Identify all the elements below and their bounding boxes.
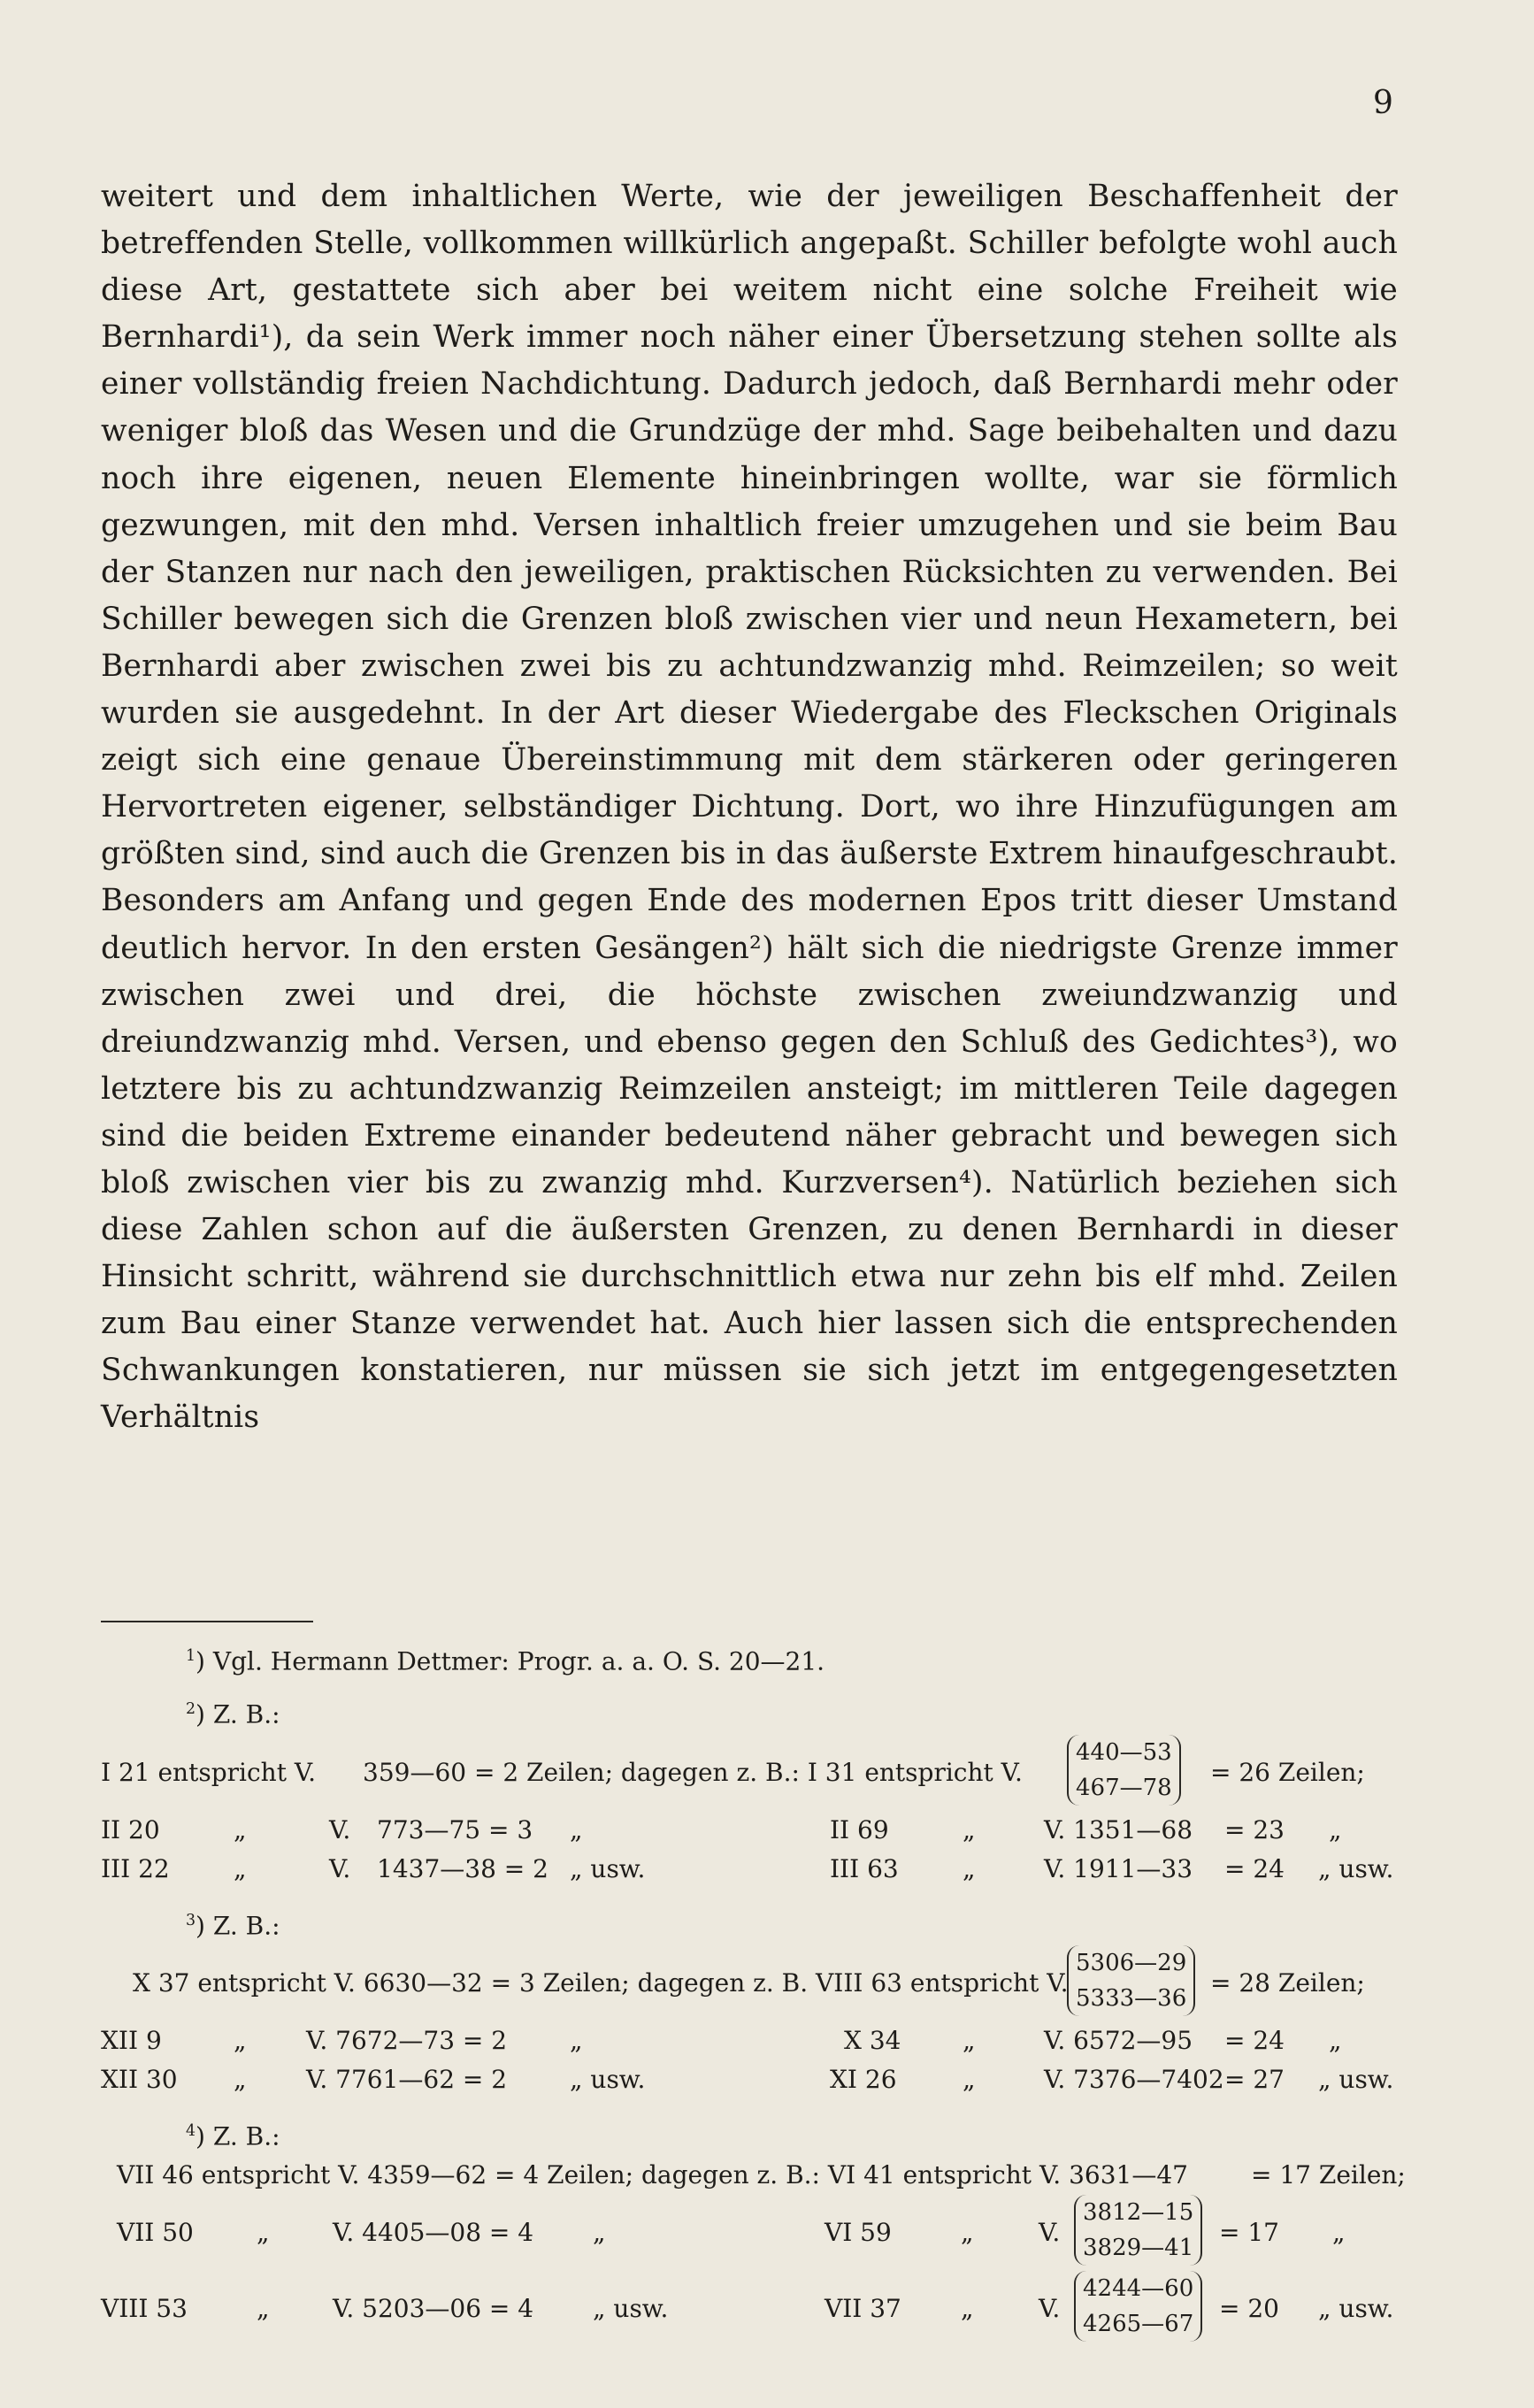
fn2-r1-b: 359—60 = 2 Zeilen; dagegen z. B.: I 31 entspricht V. [363,1757,1023,1787]
fn2-r1-top: 440—53 [1076,1738,1172,1766]
footnote-4-mark: 4 [186,2121,196,2140]
fn4-r2-f: V. [1039,2218,1061,2248]
fn3-r2-d4: „ [1329,2025,1342,2055]
fn4-r3-d1: „ [257,2294,270,2324]
fn4-r1-res: = 17 Zeilen; [1251,2160,1406,2190]
fn4-r3-e: VII 37 [825,2294,901,2324]
fn2-r3-d3: „ [963,1853,976,1883]
fn4-r2-e: VI 59 [825,2218,892,2248]
fn4-r2-d2: „ [593,2218,606,2248]
fn3-r2-f: V. 6572—95 [1044,2025,1193,2055]
fn2-r3-d4: „ usw. [1318,1853,1394,1883]
footnote-4-row-3 [101,2271,1398,2347]
fn4-r1-a: VII 46 entspricht V. 4359—62 = 4 Zeilen; dagegen z. B.: VI 41 entspricht V. 3631—47 [117,2160,1188,2190]
fn2-r2-b: V. [329,1814,351,1844]
fn2-r1-bot: 467—78 [1076,1774,1172,1801]
fn2-r2-d4: „ [1329,1814,1342,1844]
fn4-r3-d3: „ [961,2294,974,2324]
footnote-4-label: Z. B.: [212,2121,280,2151]
footnote-2-head: $^2$) Z. B.: [186,1699,280,1729]
fn2-r3-e: III 63 [830,1853,899,1883]
fn3-r3-d1: „ [234,2064,247,2094]
fn4-r2-bracket [1074,2195,1202,2266]
fn3-r3-g: = 27 [1224,2064,1285,2094]
fn3-r2-g: = 24 [1224,2025,1285,2055]
fn4-r3-d2: „ usw. [593,2294,669,2324]
footnote-3-mark: 3 [186,1911,196,1929]
page-number: 9 [1373,85,1393,121]
fn2-r2-g: = 23 [1224,1814,1285,1844]
fn2-r2-a: II 20 [101,1814,160,1844]
fn2-r1-res: = 26 Zeilen; [1210,1757,1365,1787]
fn2-r3-f: V. 1911—33 [1044,1853,1193,1883]
footnote-divider [101,1621,313,1622]
footnote-3-row-3 [101,2060,1398,2099]
footnote-2-row-2 [101,1811,1398,1850]
fn4-r3-bot: 4265—67 [1083,2311,1194,2338]
fn4-r2-a: VII 50 [117,2218,194,2248]
fn3-r3-f: V. 7376—7402 [1044,2064,1224,2094]
fn3-r3-e: XI 26 [830,2064,897,2094]
fn4-r2-top: 3812—15 [1083,2199,1194,2227]
fn2-r2-e: II 69 [830,1814,889,1844]
fn3-r2-e: X 34 [844,2025,901,2055]
fn2-r3-d1: „ [234,1853,247,1883]
fn2-r2-d2: „ [570,1814,583,1844]
fn4-r2-d3: „ [961,2218,974,2248]
footnote-3-row-2 [101,2021,1398,2060]
fn2-r1-bracket [1067,1735,1181,1806]
fn2-r2-d3: „ [963,1814,976,1844]
fn3-r1-a: X 37 entspricht V. 6630—32 = 3 Zeilen; dagegen z. B. VIII 63 entspricht V. [133,1967,1069,1998]
footnote-3-label: Z. B.: [212,1910,280,1940]
fn4-r3-d4: „ usw. [1318,2294,1394,2324]
body-paragraph [101,173,1398,1442]
footnote-4-row-1 [101,2156,1406,2195]
footnote-3-row-1 [101,1945,1398,2021]
fn2-r2-f: V. 1351—68 [1044,1814,1193,1844]
footnotes [101,1628,1406,2347]
fn4-r3-b: V. 5203—06 = 4 [333,2294,534,2324]
fn4-r3-f: V. [1039,2294,1061,2324]
footnote-4-row-2 [101,2195,1398,2271]
fn3-r3-d2: „ usw. [570,2064,646,2094]
footnote-2-label: Z. B.: [212,1699,280,1729]
fn3-r3-d3: „ [963,2064,976,2094]
fn3-r2-d1: „ [234,2025,247,2055]
fn2-r2-c: 773—75 = 3 [377,1814,533,1844]
footnote-1-mark: 1 [186,1647,196,1665]
footnote-2-mark: 2 [186,1700,196,1719]
fn3-r2-a: XII 9 [101,2025,162,2055]
fn4-r3-bracket [1074,2271,1202,2342]
fn4-r2-d4: „ [1332,2218,1346,2248]
paragraph-text: weitert und dem inhaltlichen Werte, wie der jeweiligen Beschaffenheit der betreffenden Stelle, vollkommen willkürlich angepaßt. Schiller befolgte wohl auch diese Art, gestattete sich aber bei weitem nicht eine solche Freiheit wie Bernhardi¹), da sein Werk immer noch näher einer Übersetzung stehen sollte als einer vollständig freien Nachdichtung. Dadurch jedoch, daß Bernhardi mehr oder weniger bloß das Wesen und die Grundzüge der mhd. Sage beibehalten und dazu noch ihre eigenen, neuen Elemente hineinbringen wollte, war sie förmlich gezwungen, mit den mhd. Versen inhaltlich freier umzugehen und sie beim Bau der Stanzen nur nach den jeweiligen, praktischen Rücksichten zu verwenden. Bei Schiller bewegen sich die Grenzen bloß zwischen vier und neun Hexametern, bei Bernhardi aber zwischen zwei bis zu achtundzwanzig mhd. Reimzeilen; so weit wurden sie ausgedehnt. In der Art dieser Wiedergabe des Fleckschen Originals zeigt sich eine genaue Übereinstimmung mit dem stärkeren oder geringeren Hervortreten eigener, selbständiger Dichtung. Dort, wo ihre Hinzufügungen am größten sind, sind auch die Grenzen bis in das äußerste Extrem hinaufgeschraubt. Besonders am Anfang und gegen Ende des modernen Epos tritt dieser Umstand deutlich hervor. In den ersten Gesängen²) hält sich die niedrigste Grenze immer zwischen zwei und drei, die höchste zwischen zweiundzwanzig und dreiundzwanzig mhd. Versen, und ebenso gegen den Schluß des Gedichtes³), wo letztere bis zu achtundzwanzig Reimzeilen ansteigt; im mittleren Teile dagegen sind die beiden Extreme einander bedeutend näher gebracht und bewegen sich bloß zwischen vier bis zu zwanzig mhd. Kurzversen⁴). Natürlich beziehen sich diese Zahlen schon auf die äußersten Grenzen, zu denen Bernhardi in dieser Hinsicht schritt, während sie durchschnittlich etwa nur zehn bis elf mhd. Zeilen zum Bau einer Stanze verwendet hat. Auch hier lassen sich die entsprechenden Schwankungen konstatieren, nur müssen sie sich jetzt im entgegengesetzten Verhältnis [101,179,1398,1436]
fn4-r2-bot: 3829—41 [1083,2235,1194,2262]
fn3-r1-top: 5306—29 [1076,1949,1187,1976]
fn4-r3-a: VIII 53 [101,2294,188,2324]
footnote-4-head: $^4$) Z. B.: [186,2121,280,2151]
footnote-2-row-3 [101,1850,1398,1889]
fn2-r1-a: I 21 entspricht V. [101,1757,317,1787]
footnote-1-text: Vgl. Hermann Dettmer: Progr. a. a. O. S. 20—21. [212,1646,825,1676]
fn2-r3-c: 1437—38 = 2 [377,1853,548,1883]
fn3-r3-d4: „ usw. [1318,2064,1394,2094]
fn3-r1-bracket [1067,1945,1195,2016]
fn3-r3-a: XII 30 [101,2064,178,2094]
fn2-r3-g: = 24 [1224,1853,1285,1883]
fn2-r3-d2: „ usw. [570,1853,646,1883]
fn4-r2-res: = 17 [1219,2218,1279,2248]
fn3-r2-d2: „ [570,2025,583,2055]
fn3-r3-b: V. 7761—62 = 2 [306,2064,508,2094]
fn4-r3-top: 4244—60 [1083,2275,1194,2303]
fn3-r1-bot: 5333—36 [1076,1984,1187,2012]
fn4-r2-d1: „ [257,2218,270,2248]
fn3-r1-res: = 28 Zeilen; [1210,1967,1365,1998]
footnote-1: $^1$) Vgl. Hermann Dettmer: Progr. a. a. O. S. 20—21. [186,1646,825,1676]
footnote-3-head: $^3$) Z. B.: [186,1910,280,1940]
fn2-r2-d1: „ [234,1814,247,1844]
fn4-r2-b: V. 4405—08 = 4 [333,2218,534,2248]
fn3-r2-b: V. 7672—73 = 2 [306,2025,508,2055]
fn2-r3-b: V. [329,1853,351,1883]
footnote-2-row-1 [101,1735,1398,1811]
fn2-r3-a: III 22 [101,1853,170,1883]
fn4-r3-res: = 20 [1219,2294,1279,2324]
fn3-r2-d3: „ [963,2025,976,2055]
